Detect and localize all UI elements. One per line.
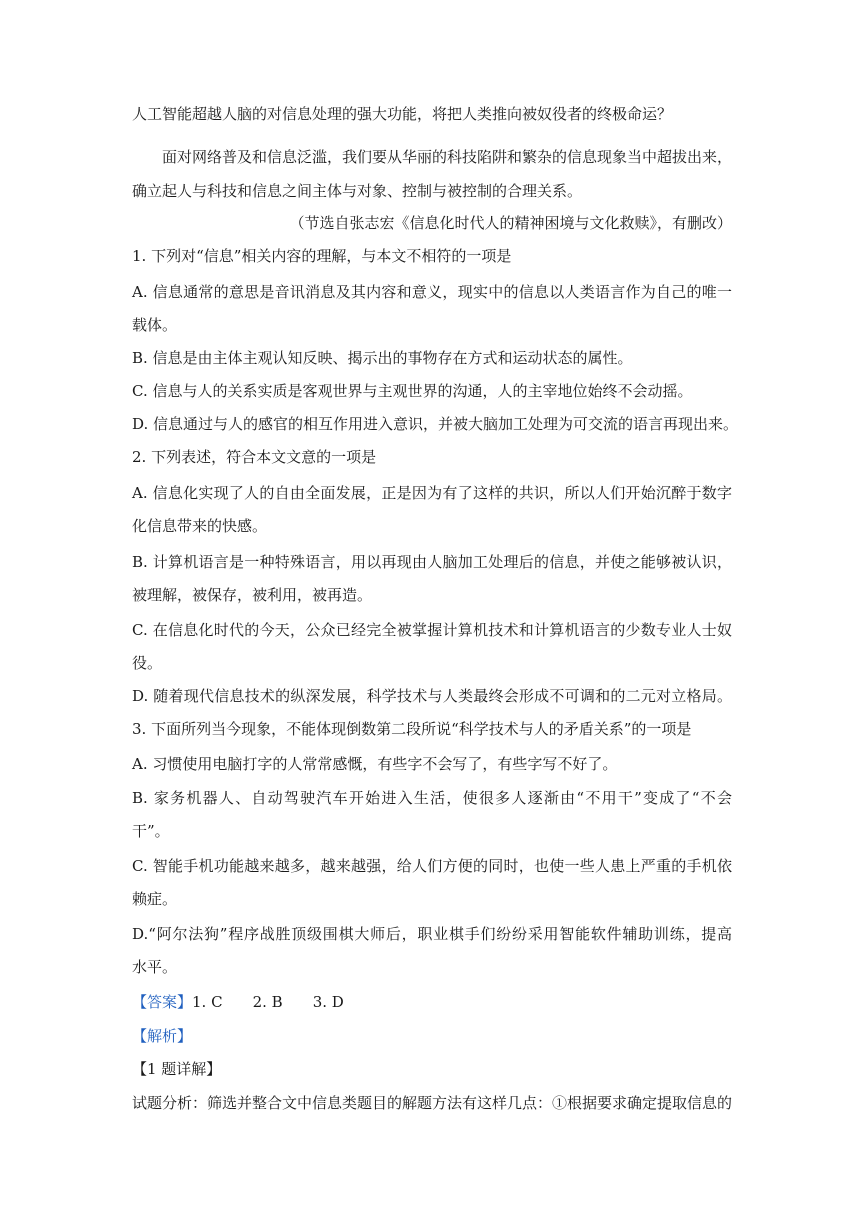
- answer-1: 1. C: [192, 993, 223, 1011]
- analysis-subtitle: 【1 题详解】: [132, 1060, 222, 1078]
- option-text: D. 信息通过与人的感官的相互作用进入意识，并被大脑加工处理为可交流的语言再现出来。: [132, 415, 739, 433]
- question-stem: 1. 下列对“信息”相关内容的理解，与本文不相符的一项是: [132, 247, 512, 265]
- passage-line: 面对网络普及和信息泛滥，我们要从华丽的科技陷阱和繁杂的信息现象当中超拔出来，: [162, 148, 733, 166]
- answer-3: 3. D: [312, 993, 344, 1011]
- passage-line: 确立起人与科技和信息之间主体与对象、控制与被控制的合理关系。: [132, 182, 583, 200]
- option-text: 干”。: [132, 822, 170, 840]
- option-text: C. 在信息化时代的今天，公众已经完全被掌握计算机技术和计算机语言的少数专业人士奴: [132, 621, 732, 639]
- option-text: 化信息带来的快感。: [132, 517, 268, 535]
- option-text: A. 习惯使用电脑打字的人常常感慨，有些字不会写了，有些字写不好了。: [132, 755, 618, 773]
- option-text: D. 随着现代信息技术的纵深发展，科学技术与人类最终会形成不可调和的二元对立格局。: [132, 687, 732, 705]
- option-text: B. 家务机器人、自动驾驶汽车开始进入生活，使很多人逐渐由“不用干”变成了“不会: [132, 789, 732, 807]
- option-text: C. 信息与人的关系实质是客观世界与主观世界的沟通，人的主宰地位始终不会动摇。: [132, 382, 693, 400]
- option-text: A. 信息通常的意思是音讯消息及其内容和意义，现实中的信息以人类语言作为自己的唯一: [132, 283, 732, 301]
- answer-tag: 【答案】: [132, 993, 193, 1011]
- analysis-text: 试题分析：筛选并整合文中信息类题目的解题方法有这样几点：①根据要求确定提取信息的: [132, 1094, 733, 1112]
- option-text: 水平。: [132, 958, 178, 976]
- question-stem: 2. 下列表述，符合本文文意的一项是: [132, 448, 377, 466]
- passage-line: 人工智能超越人脑的对信息处理的强大功能，将把人类推向被奴役者的终极命运？: [132, 105, 673, 123]
- option-text: C. 智能手机功能越来越多，越来越强，给人们方便的同时，也使一些人患上严重的手机依: [132, 857, 732, 875]
- option-text: D.“阿尔法狗”程序战胜顶级围棋大师后，职业棋手们纷纷采用智能软件辅助训练，提高: [132, 925, 732, 943]
- option-text: B. 计算机语言是一种特殊语言，用以再现由人脑加工处理后的信息，并使之能够被认识，: [132, 553, 732, 571]
- option-text: 载体。: [132, 316, 178, 334]
- question-stem: 3. 下面所列当今现象，不能体现倒数第二段所说“科学技术与人的矛盾关系”的一项是: [132, 720, 692, 738]
- analysis-tag: 【解析】: [132, 1027, 193, 1045]
- option-text: B. 信息是由主体主观认知反映、揭示出的事物存在方式和运动状态的属性。: [132, 349, 633, 367]
- passage-source: （节选自张志宏《信息化时代人的精神困境与文化救赎》，有删改）: [289, 214, 732, 232]
- answer-line: [132, 992, 344, 1012]
- option-text: 役。: [132, 654, 163, 672]
- answer-2: 2. B: [252, 993, 283, 1011]
- option-text: 被理解，被保存，被利用，被再造。: [132, 586, 373, 604]
- option-text: 赖症。: [132, 890, 178, 908]
- option-text: A. 信息化实现了人的自由全面发展，正是因为有了这样的共识，所以人们开始沉醉于数字: [132, 484, 732, 502]
